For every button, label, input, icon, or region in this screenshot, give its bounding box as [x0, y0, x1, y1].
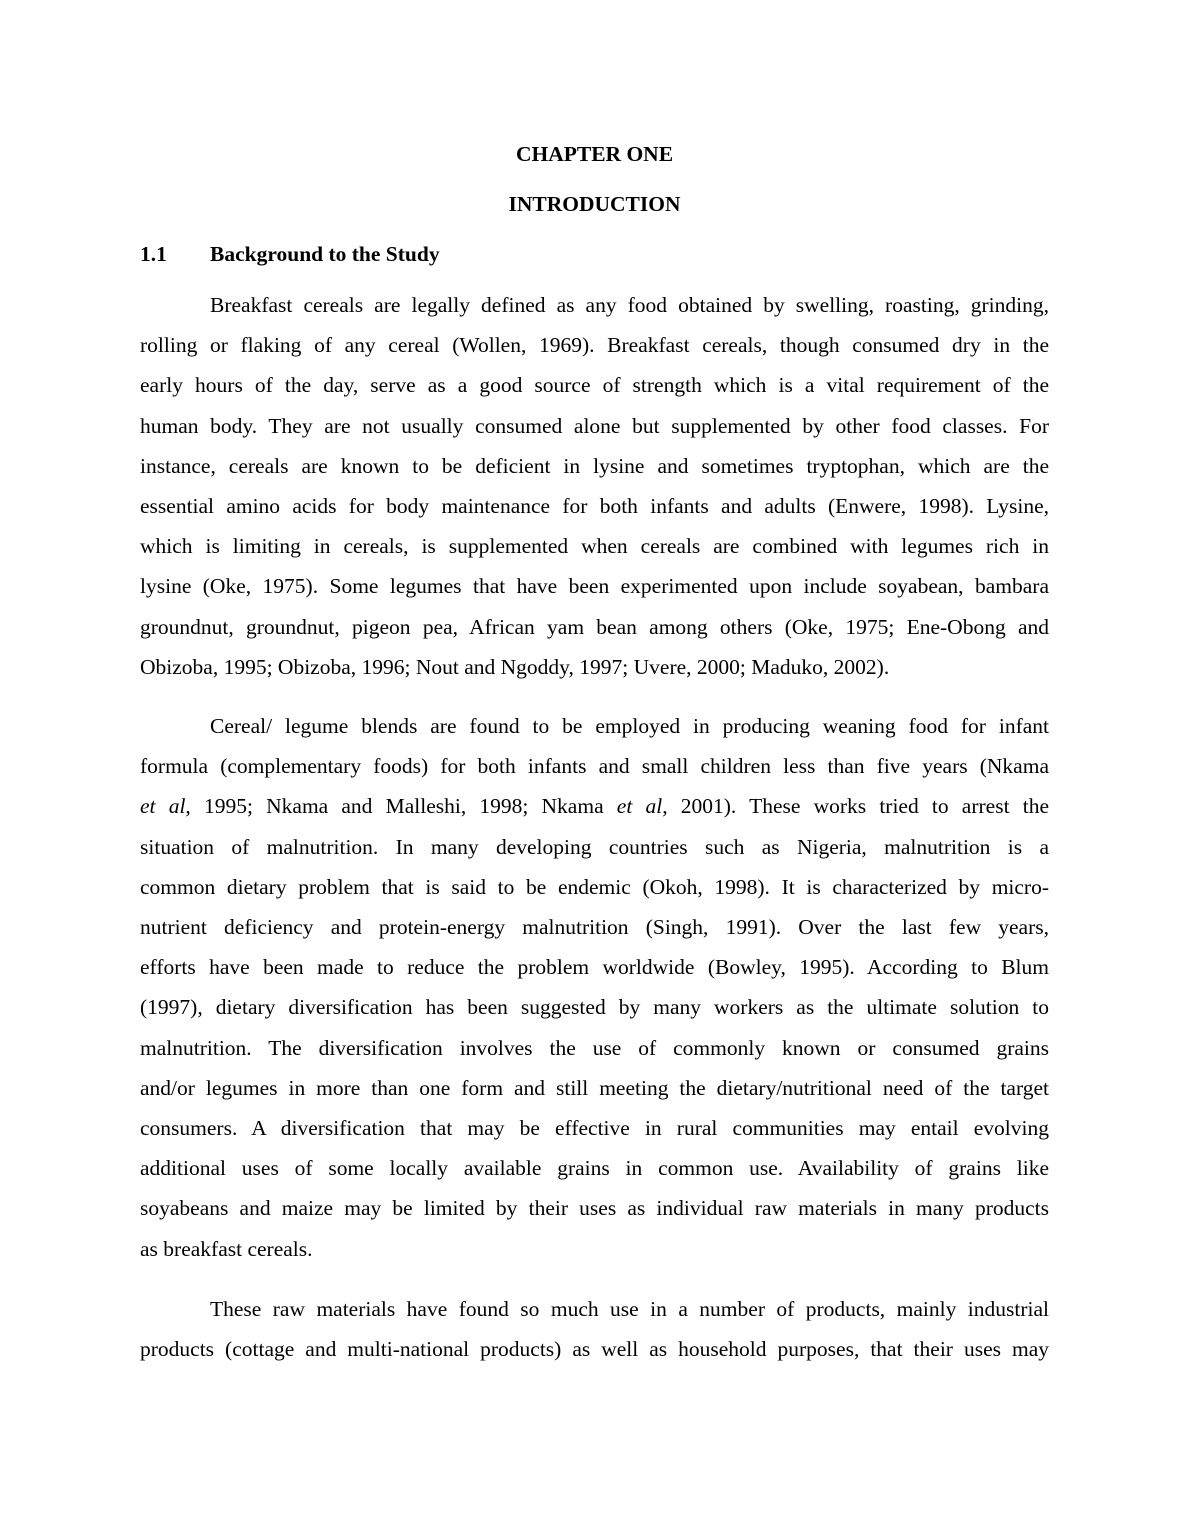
paragraph-1	[140, 285, 1049, 687]
italic-citation: et al	[140, 794, 186, 819]
section-heading	[140, 240, 1049, 268]
paragraph-2	[140, 706, 1049, 1269]
section-title: Background to the Study	[210, 242, 440, 266]
text-line: These raw materials have found so much use in a number of products, mainly industrial	[210, 1297, 1049, 1321]
chapter-title: INTRODUCTION	[508, 192, 681, 216]
text-span: , 2001). These works tried to arrest the	[662, 794, 1049, 819]
chapter-heading: CHAPTER ONE	[515, 142, 674, 166]
text-span: , 1995; Nkama and Malleshi, 1998; Nkama	[185, 794, 617, 819]
text-line: Cereal/ legume blends are found to be employed in producing weaning food for infant	[210, 714, 1049, 738]
text-line: products (cottage and multi-national products) as well as household purposes, that their uses may	[140, 1337, 1049, 1362]
text-line: as breakfast cereals.	[140, 1236, 313, 1261]
text-line: formula (complementary foods) for both infants and small children less than five years (Nkama	[140, 754, 1049, 779]
section-number: 1.1	[140, 242, 167, 266]
text-line: human body. They are not usually consumed alone but supplemented by other food classes. For	[140, 413, 1049, 438]
text-line: early hours of the day, serve as a good source of strength which is a vital requirement of the	[140, 373, 1049, 398]
text-line: situation of malnutrition. In many developing countries such as Nigeria, malnutrition is a	[140, 834, 1049, 859]
text-line: which is limiting in cereals, is supplemented when cereals are combined with legumes rich in	[140, 534, 1049, 559]
text-line: essential amino acids for body maintenance for both infants and adults (Enwere, 1998). Lysine,	[140, 494, 1049, 519]
text-line: groundnut, groundnut, pigeon pea, African yam bean among others (Oke, 1975; Ene-Obong and	[140, 614, 1049, 639]
text-line: rolling or flaking of any cereal (Wollen, 1969). Breakfast cereals, though consumed dry in the	[140, 333, 1049, 358]
text-line: nutrient deficiency and protein-energy malnutrition (Singh, 1991). Over the last few years,	[140, 915, 1049, 940]
text-line: instance, cereals are known to be deficient in lysine and sometimes tryptophan, which are the	[140, 453, 1049, 478]
text-line: malnutrition. The diversification involves the use of commonly known or consumed grains	[140, 1035, 1049, 1060]
text-line: soyabeans and maize may be limited by their uses as individual raw materials in many products	[140, 1196, 1049, 1221]
text-line: efforts have been made to reduce the problem worldwide (Bowley, 1995). According to Blum	[140, 955, 1049, 980]
text-line: common dietary problem that is said to be endemic (Okoh, 1998). It is characterized by micro-	[140, 874, 1049, 899]
text-line: lysine (Oke, 1975). Some legumes that have been experimented upon include soyabean, bambara	[140, 574, 1049, 599]
text-line: Obizoba, 1995; Obizoba, 1996; Nout and Ngoddy, 1997; Uvere, 2000; Maduko, 2002).	[140, 654, 890, 679]
text-line: Breakfast cereals are legally defined as any food obtained by swelling, roasting, grinding,	[210, 293, 1049, 317]
paragraph-3	[140, 1289, 1049, 1369]
text-line: consumers. A diversification that may be effective in rural communities may entail evolving	[140, 1116, 1049, 1141]
italic-citation: et al	[616, 794, 663, 819]
text-line: (1997), dietary diversification has been suggested by many workers as the ultimate solution to	[140, 995, 1049, 1020]
text-line: additional uses of some locally available grains in common use. Availability of grains like	[140, 1156, 1049, 1181]
text-line: and/or legumes in more than one form and still meeting the dietary/nutritional need of the target	[140, 1075, 1049, 1100]
text-line	[140, 786, 1049, 826]
